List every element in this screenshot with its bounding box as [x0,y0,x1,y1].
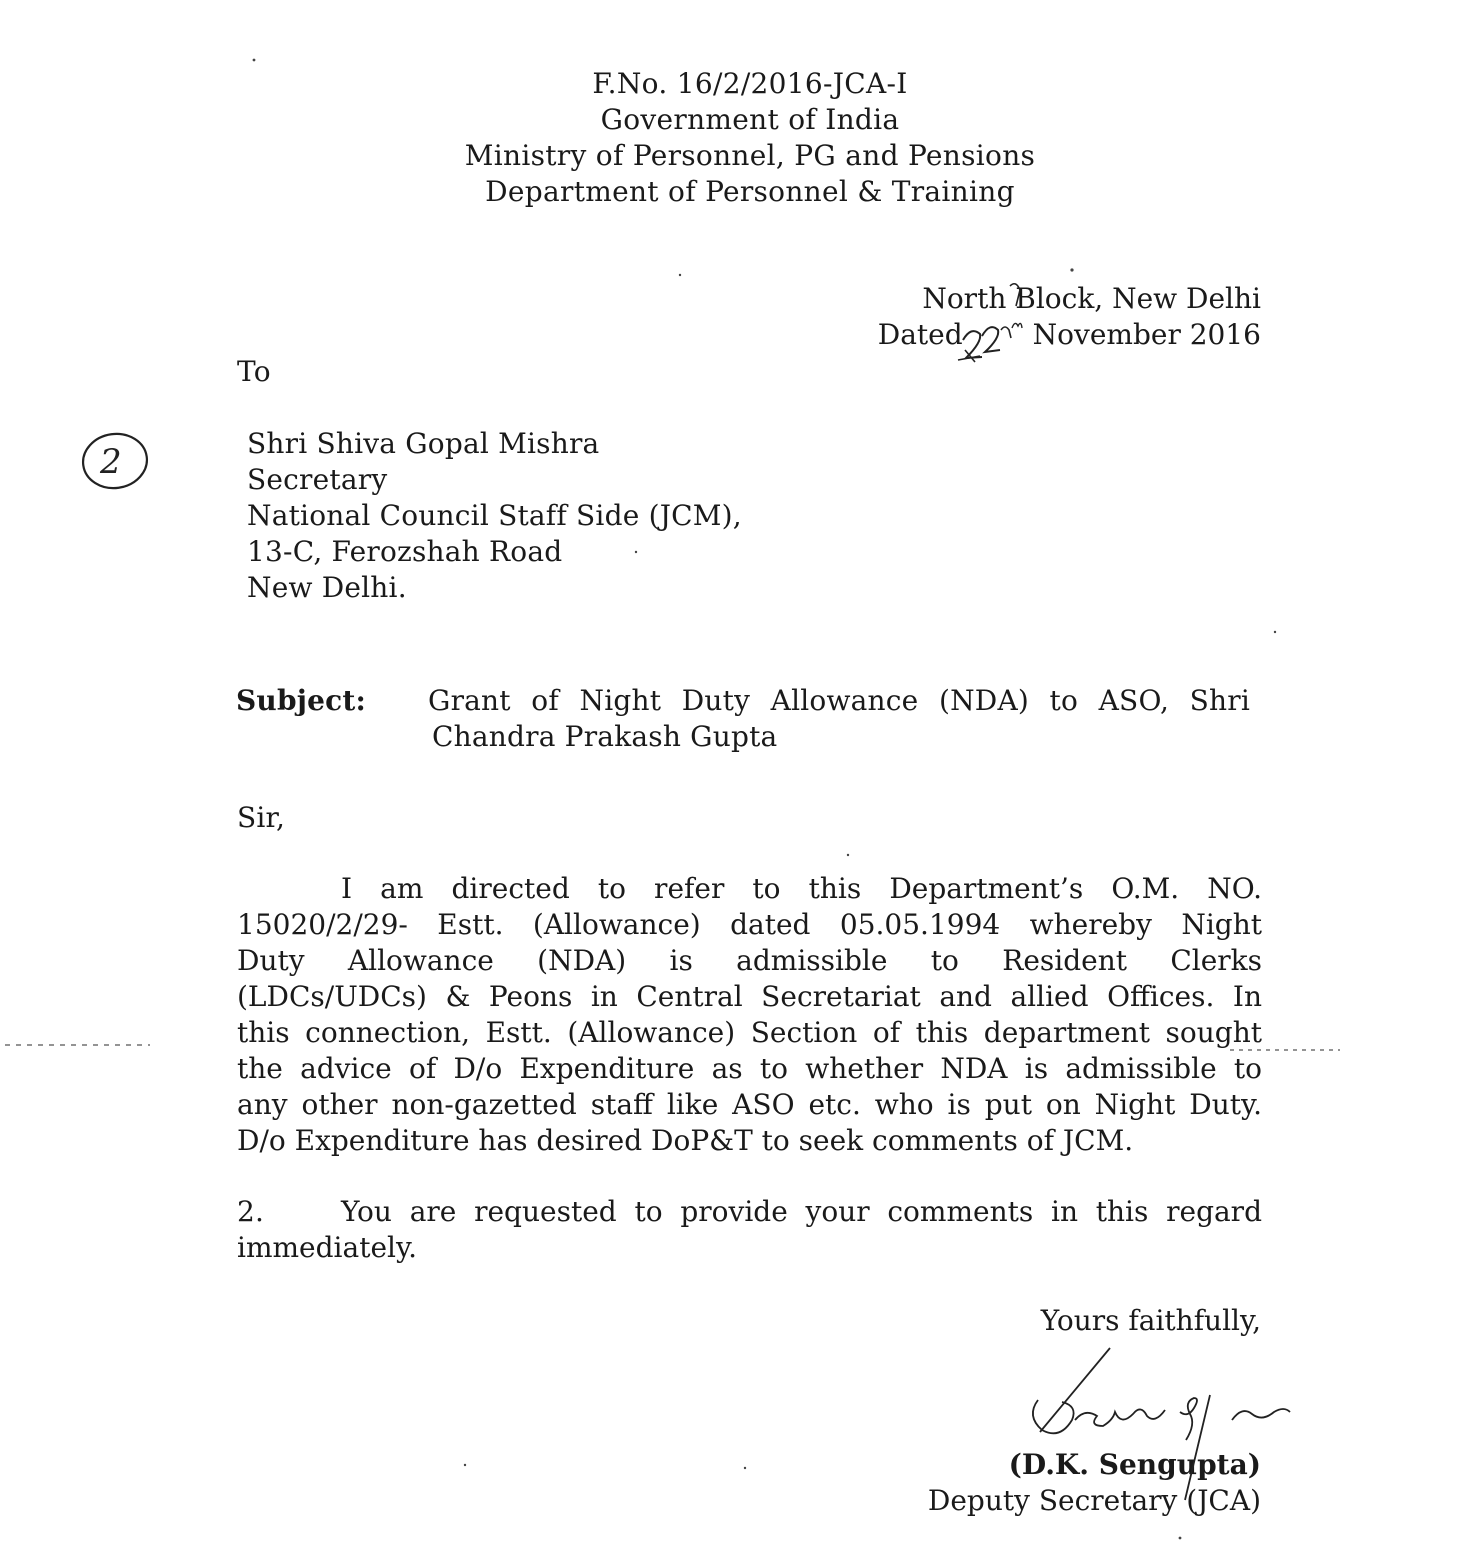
addressee-name: Shri Shiva Gopal Mishra [247,427,600,460]
scan-specks [253,59,1277,1540]
addressee-title: Secretary [247,463,388,496]
salutation: Sir, [237,801,286,834]
addressee-organisation: National Council Staff Side (JCM), [247,499,742,532]
subject-label: Subject: [236,684,367,717]
paragraph-1-line-5: this connection, Estt. (Allowance) Section of this department sought [237,1016,1262,1049]
government-name: Government of India [600,103,900,136]
circled-margin-number [80,430,151,492]
paragraph-1-line-2: 15020/2/29- Estt. (Allowance) dated 05.05.1994 whereby Night [237,908,1262,941]
paragraph-1-line-7: any other non-gazetted staff like ASO etc. who is put on Night Duty. [237,1088,1262,1121]
signatory-name: (D.K. Sengupta) [1008,1448,1261,1481]
paragraph-1-line-8: D/o Expenditure has desired DoP&T to seek comments of JCM. [237,1124,1134,1157]
signature-scribble [1033,1348,1290,1500]
pen-mark-north-block [1010,284,1020,306]
file-number: F.No. 16/2/2016-JCA-I [592,67,908,100]
signatory-designation: Deputy Secretary (JCA) [927,1484,1261,1517]
addressee-street: 13-C, Ferozshah Road [247,535,563,568]
paragraph-2-line-2: immediately. [237,1231,417,1264]
department-name: Department of Personnel & Training [485,175,1015,208]
place: North Block, New Delhi [922,282,1261,315]
paragraph-1-line-6: the advice of D/o Expenditure as to whether NDA is admissible to [237,1052,1262,1085]
subject-line-1: Grant of Night Duty Allowance (NDA) to ASO, Shri [428,684,1250,717]
paragraph-1-line-4: (LDCs/UDCs) & Peons in Central Secretariat and allied Offices. In [237,980,1262,1013]
margin-note-text: 2 [100,442,122,482]
subject-line-2: Chandra Prakash Gupta [432,720,778,753]
ministry-name: Ministry of Personnel, PG and Pensions [464,139,1036,172]
closing: Yours faithfully, [1040,1304,1261,1337]
paragraph-1-line-3: Duty Allowance (NDA) is admissible to Resident Clerks [237,944,1262,977]
handwritten-date-day [958,323,1022,362]
to-label: To [237,355,271,388]
date-suffix: November 2016 [1032,318,1261,351]
date-prefix: Dated [877,318,963,351]
paragraph-1-line-1: I am directed to refer to this Department’s O.M. NO. [341,872,1262,905]
addressee-city: New Delhi. [247,571,407,604]
paragraph-2-line-1: You are requested to provide your comments in this regard [341,1195,1262,1228]
paragraph-2-number: 2. [237,1195,265,1228]
